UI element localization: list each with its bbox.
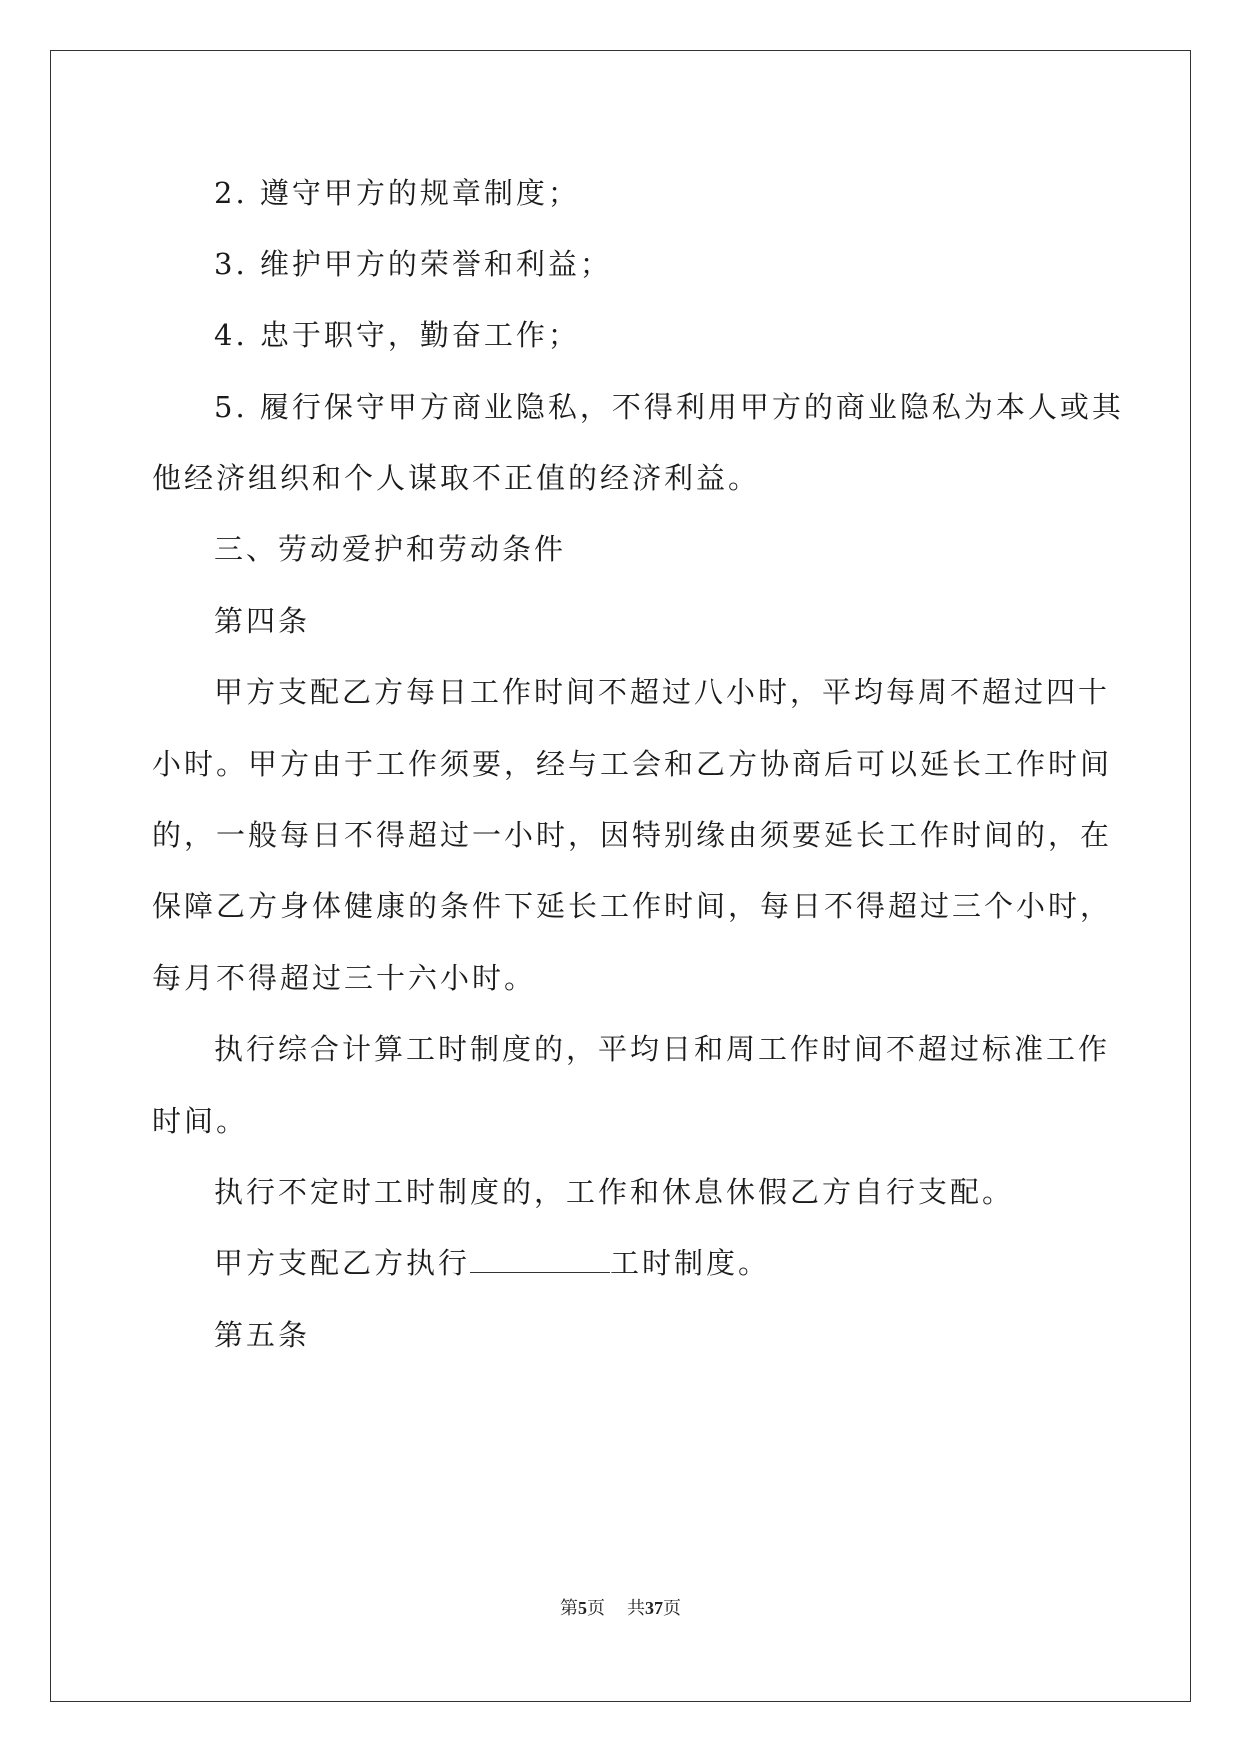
clause-3: 3. 维护甲方的荣誉和利益；	[214, 247, 612, 281]
footer-total-pages: 37	[645, 1598, 663, 1618]
clause-4: 4. 忠于职守，勤奋工作；	[214, 318, 580, 352]
article-4-para-line-5: 每月不得超过三十六小时。	[152, 961, 537, 995]
page-footer	[0, 1594, 1241, 1620]
fill-in-suffix: 工时制度。	[610, 1246, 771, 1280]
page-border	[50, 50, 1191, 1702]
article-4-para-line-4: 保障乙方身体健康的条件下延长工作时间，每日不得超过三个小时，	[152, 889, 1113, 923]
footer-page-number: 5	[578, 1598, 587, 1618]
article-4-para-line-1: 甲方支配乙方每日工作时间不超过八小时，平均每周不超过四十	[214, 675, 1111, 709]
article-4-para-line-3: 的，一般每日不得超过一小时，因特别缘由须要延长工作时间的，在	[152, 818, 1113, 852]
clause-5-line-2: 他经济组织和个人谋取不正值的经济利益。	[152, 461, 761, 495]
footer-total-suffix: 页	[663, 1598, 681, 1618]
clause-5-line-1: 5. 履行保守甲方商业隐私，不得利用甲方的商业隐私为本人或其	[214, 390, 1124, 424]
hours-system-fill-in	[214, 1243, 770, 1283]
fill-in-blank	[470, 1246, 610, 1273]
footer-page-suffix: 页	[587, 1598, 605, 1618]
article-5-heading: 第五条	[214, 1318, 311, 1352]
footer-total-prefix: 共	[627, 1598, 645, 1618]
comprehensive-hours-line-1: 执行综合计算工时制度的，平均日和周工作时间不超过标准工作	[214, 1032, 1111, 1066]
article-4-heading: 第四条	[214, 604, 311, 638]
footer-prefix: 第	[560, 1598, 578, 1618]
article-4-para-line-2: 小时。甲方由于工作须要，经与工会和乙方协商后可以延长工作时间	[152, 747, 1113, 781]
flexible-hours-paragraph: 执行不定时工时制度的，工作和休息休假乙方自行支配。	[214, 1175, 1015, 1209]
clause-2: 2. 遵守甲方的规章制度；	[214, 176, 580, 210]
fill-in-prefix: 甲方支配乙方执行	[214, 1246, 471, 1280]
section-heading: 三、劳动爱护和劳动条件	[214, 532, 567, 566]
comprehensive-hours-line-2: 时间。	[152, 1104, 249, 1138]
